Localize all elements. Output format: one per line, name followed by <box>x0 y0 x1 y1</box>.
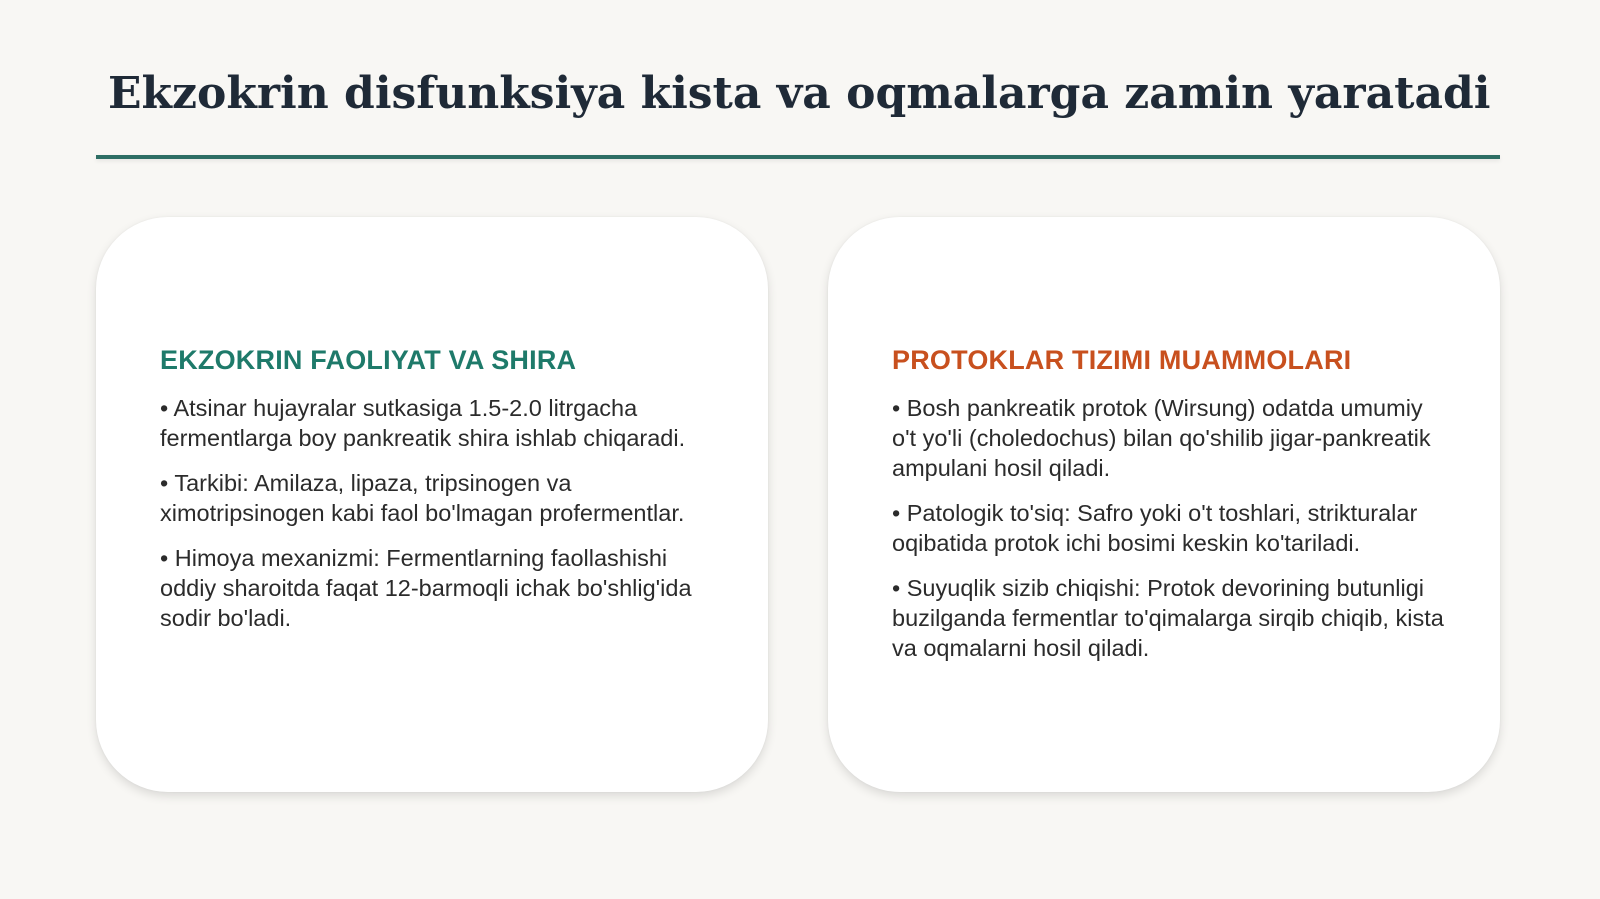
slide-title: Ekzokrin disfunksiya kista va oqmalarga zamin yaratadi <box>108 68 1491 119</box>
card-heading: EKZOKRIN FAOLIYAT VA SHIRA <box>160 345 577 375</box>
card-content <box>160 343 712 648</box>
title-divider <box>96 155 1500 159</box>
bullet-item: • Tarkibi: Amilaza, lipaza, tripsinogen va ximotripsinogen kabi faol bo'lmagan profermentlar. <box>160 470 685 526</box>
card-duct-problems <box>828 217 1500 792</box>
bullet-item: • Atsinar hujayralar sutkasiga 1.5-2.0 litrgacha fermentlarga boy pankreatik shira ishlab chiqaradi. <box>160 395 686 451</box>
card-heading: PROTOKLAR TIZIMI MUAMMOLARI <box>892 345 1352 375</box>
card-content <box>892 343 1444 678</box>
bullet-item: • Suyuqlik sizib chiqishi: Protok devorining butunligi buzilganda fermentlar to'qimalarga sirqib chiqib, kista va oqmalarni hosil qiladi. <box>892 575 1444 661</box>
card-exocrine-function <box>96 217 768 792</box>
bullet-item: • Bosh pankreatik protok (Wirsung) odatda umumiy o't yo'li (choledochus) bilan qo'shilib jigar-pankreatik ampulani hosil qiladi. <box>892 395 1431 481</box>
bullet-item: • Himoya mexanizmi: Fermentlarning faollashishi oddiy sharoitda faqat 12-barmoqli ichak bo'shlig'ida sodir bo'ladi. <box>160 545 692 631</box>
bullet-item: • Patologik to'siq: Safro yoki o't toshlari, strikturalar oqibatida protok ichi bosimi keskin ko'tariladi. <box>892 500 1418 556</box>
